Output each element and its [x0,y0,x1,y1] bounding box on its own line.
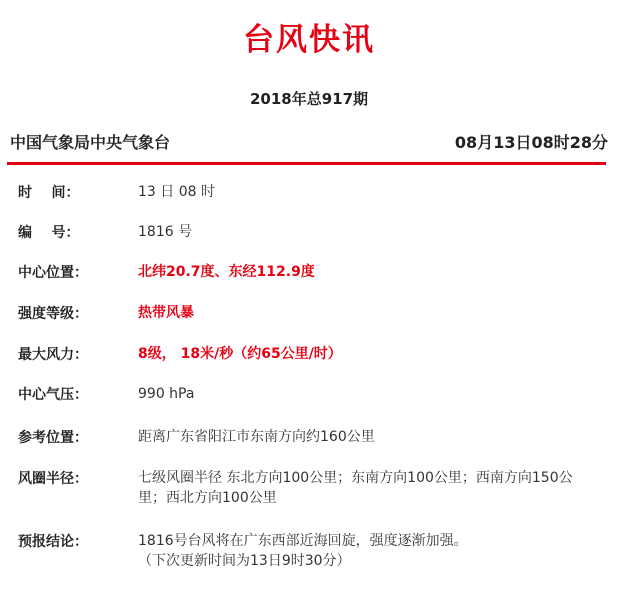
forecast-text: 1816号台风将在广东西部近海回旋，强度逐渐加强。 [138,533,468,549]
next-update-note: （下次更新时间为13日9时30分） [138,553,351,569]
field-label: 中心位置： [18,265,88,281]
field-value: 1816 号 [138,224,193,240]
field-value: 8级， 18米/秒（约65公里/时） [138,346,342,362]
field-label: 编 号： [18,225,80,241]
field-value: 七级风圈半径 东北方向100公里；东南方向100公里；西南方向150公里；西北方向100公里 [138,470,573,506]
field-value: 990 hPa [138,386,195,402]
field-value: 距离广东省阳江市东南方向约160公里 [138,429,375,445]
field-label: 最大风力： [18,347,88,363]
field-value: 热带风暴 [138,305,194,321]
field-label: 时 间： [18,185,80,201]
divider-line [7,162,606,165]
field-label: 预报结论： [18,534,88,550]
issue-number: 2018年总917期 [249,90,369,108]
page-title: 台风快讯 [243,22,375,58]
field-value: 13 日 08 时 [138,184,215,200]
field-label: 强度等级： [18,306,88,322]
timestamp: 08月13日08时28分 [454,133,608,152]
field-label: 参考位置： [18,430,88,446]
field-label: 风圈半径： [18,471,88,487]
issuer: 中国气象局中央气象台 [10,133,171,152]
field-label: 中心气压： [18,387,88,403]
field-value [138,531,600,571]
header-row [10,130,608,153]
field-value: 北纬20.7度、东经112.9度 [138,264,315,280]
